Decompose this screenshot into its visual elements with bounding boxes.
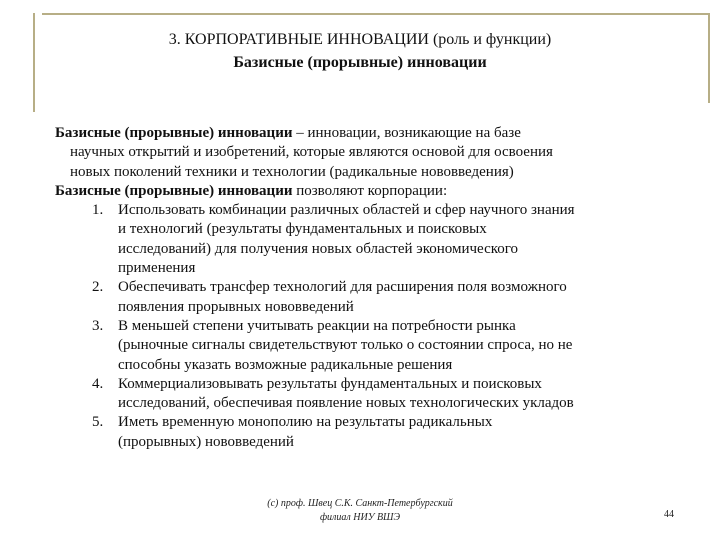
enables-term: Базисные (прорывные) инновации (55, 182, 293, 199)
list-line: и технологий (результаты фундаментальных и поисковых (118, 221, 487, 238)
enables-paragraph (55, 182, 705, 201)
list-item (55, 317, 705, 375)
list-line: Использовать комбинации различных областей и сфер научного знания (118, 202, 575, 219)
definition-line (55, 124, 705, 143)
list-line: исследований) для получения новых областей экономического (118, 240, 519, 257)
footer-line: (с) проф. Швец С.К. Санкт-Петербургский (267, 498, 453, 509)
list-line: исследований, обеспечивая появление новых технологических укладов (118, 395, 574, 412)
list-line: (прорывных) нововведений (118, 433, 294, 450)
definition-line: научных открытий и изобретений, которые являются основой для освоения (70, 144, 553, 161)
list-line: Обеспечивать трансфер технологий для расширения поля возможного (118, 279, 567, 296)
list-number: 3. (92, 317, 104, 334)
definition-line: новых поколений техники и технологии (радикальные нововведения) (70, 163, 514, 180)
list-item (55, 375, 705, 414)
list-item (55, 413, 705, 452)
definition-text: – инновации, возникающие на базе (292, 125, 521, 141)
list-number: 5. (92, 414, 104, 431)
list-line: применения (118, 260, 196, 277)
footer-line: филиал НИУ ВШЭ (319, 512, 401, 523)
list-number: 2. (92, 279, 104, 296)
definition-paragraph (55, 124, 705, 182)
list-line: В меньшей степени учитывать реакции на потребности рынка (118, 317, 516, 334)
list-line: Коммерциализовывать результаты фундаментальных и поисковых (118, 375, 542, 392)
list-number: 4. (92, 375, 104, 392)
slide-body (55, 124, 705, 452)
list-number: 1. (92, 202, 104, 219)
footer-credit (200, 497, 520, 525)
list-line: появления прорывных нововведений (118, 298, 354, 315)
title-divider (33, 13, 35, 112)
enables-text: позволяют корпорации: (292, 182, 448, 199)
list-item (55, 201, 705, 278)
list-line: способны указать возможные радикальные решения (118, 356, 453, 373)
page-number: 44 (664, 509, 674, 520)
slide-subtitle: Базисные (прорывные) инновации (233, 54, 487, 71)
list-item (55, 278, 705, 317)
definition-term: Базисные (прорывные) инновации (55, 125, 293, 141)
slide-title: 3. КОРПОРАТИВНЫЕ ИННОВАЦИИ (роль и функции) (168, 31, 552, 48)
list-line: (рыночные сигналы свидетельствуют только о состоянии спроса, но не (118, 337, 573, 354)
list-line: Иметь временную монополию на результаты радикальных (118, 414, 493, 431)
